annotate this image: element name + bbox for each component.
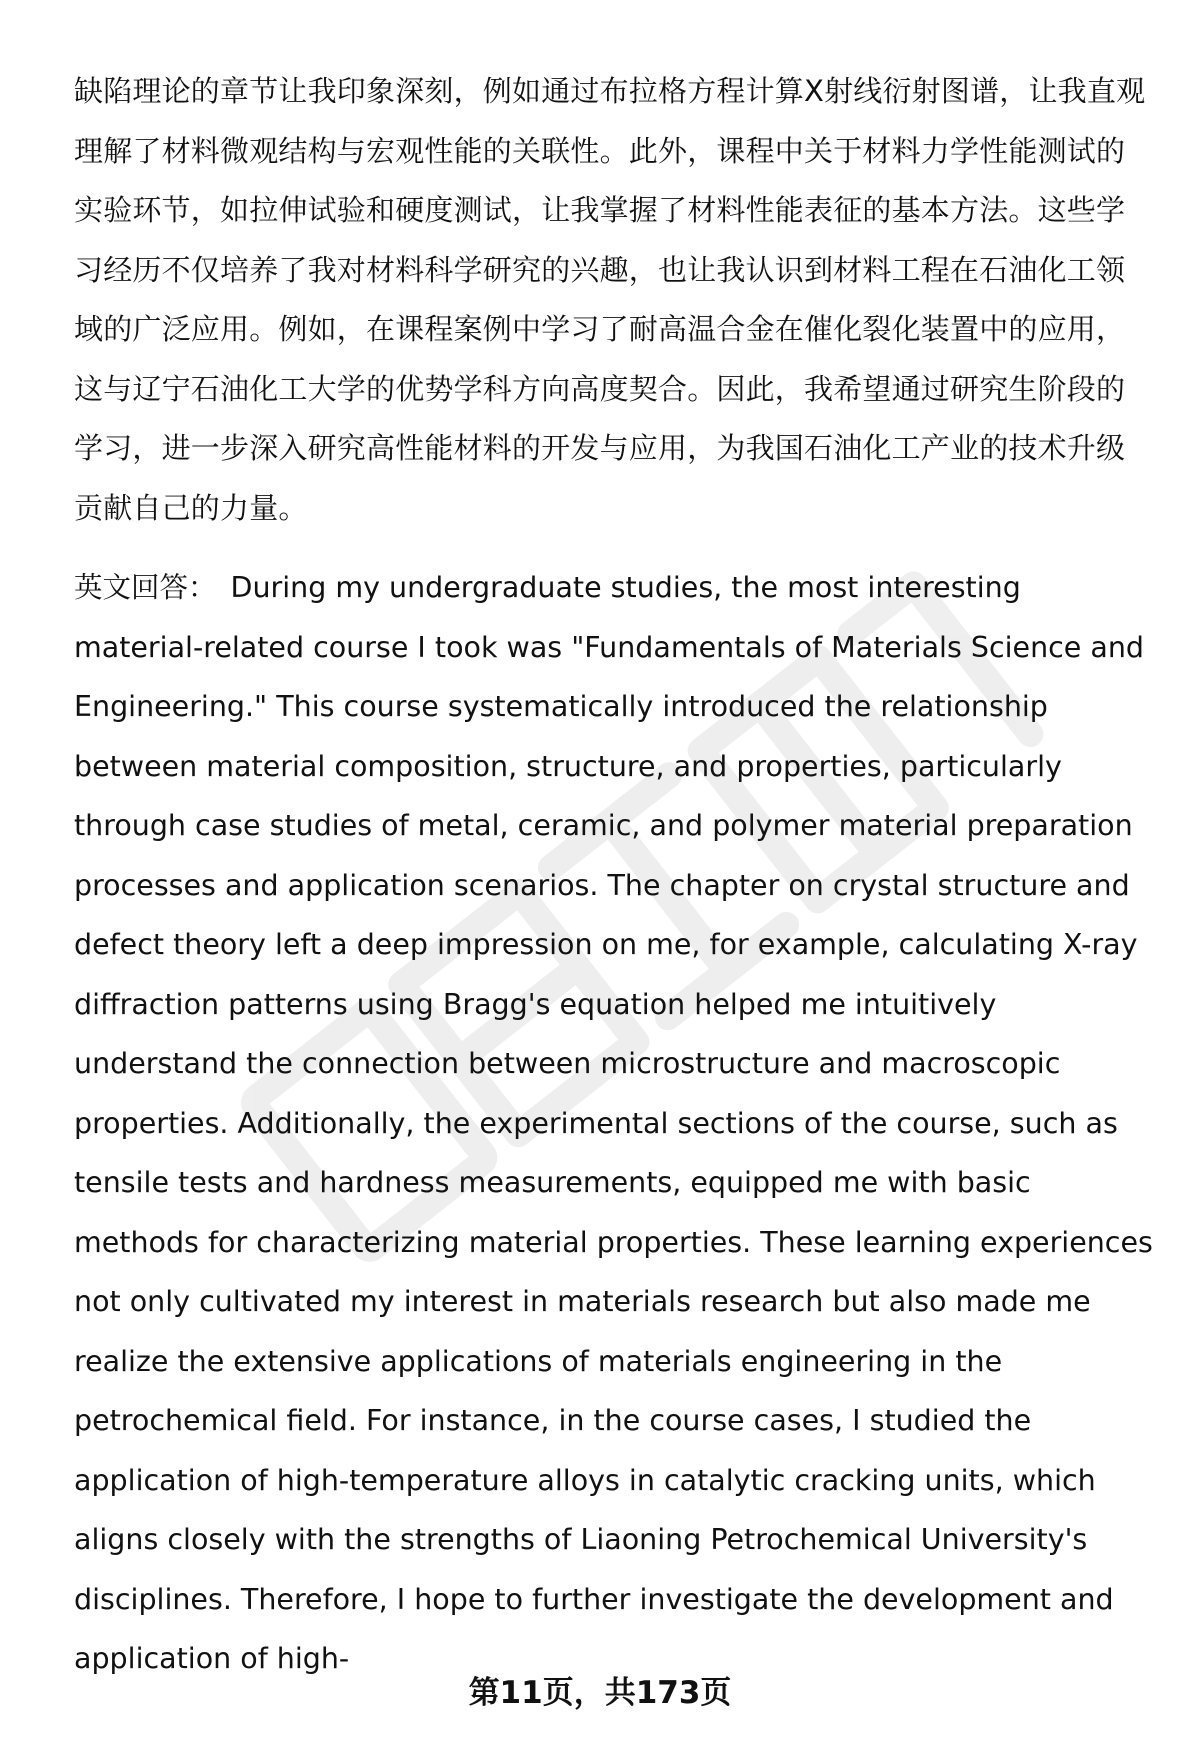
english-answer-label: 英文回答：: [74, 571, 217, 604]
chinese-paragraph: 缺陷理论的章节让我印象深刻，例如通过布拉格方程计算X射线衍射图谱，让我直观理解了材料微观结构与宏观性能的关联性。此外，课程中关于材料力学性能测试的实验环节，如拉伸试验和硬度测试，让我掌握了材料性能表征的基本方法。这些学习经历不仅培养了我对材料科学研究的兴趣，也让我认识到材料工程在石油化工领域的广泛应用。例如，在课程案例中学习了耐高温合金在催化裂化装置中的应用，这与辽宁石油化工大学的优势学科方向高度契合。因此，我希望通过研究生阶段的学习，进一步深入研究高性能材料的开发与应用，为我国石油化工产业的技术升级贡献自己的力量。: [74, 74, 1146, 525]
english-answer-text: During my undergraduate studies, the most interesting material-related course I took was "Fundamentals of Materials Science and Engineering." This course systematically introduced the relationship between material composition, structure, and properties, particularly through case studies of metal, ceramic, and polymer material preparation processes and application scenarios. The chapter on crystal structure and defect theory left a deep impression on me, for example, calculating X-ray diffraction patterns using Bragg's equation helped me intuitively understand the connection between microstructure and macroscopic properties. Additionally, the experimental sections of the course, such as tensile tests and hardness measurements, equipped me with basic methods for characterizing material properties. These learning experiences not only cultivated my interest in materials research but also made me realize the extensive applications of materials engineering in the petrochemical field. For instance, in the course cases, I studied the application of high-temperature alloys in catalytic cracking units, which aligns closely with the strengths of Liaoning Petrochemical University's disciplines. Therefore, I hope to further investigate the development and application of high-: [74, 571, 1153, 1675]
english-answer-paragraph: [74, 558, 1154, 1689]
document-body: [74, 62, 1154, 1689]
page-number-footer: 第11页，共173页: [468, 1675, 732, 1711]
